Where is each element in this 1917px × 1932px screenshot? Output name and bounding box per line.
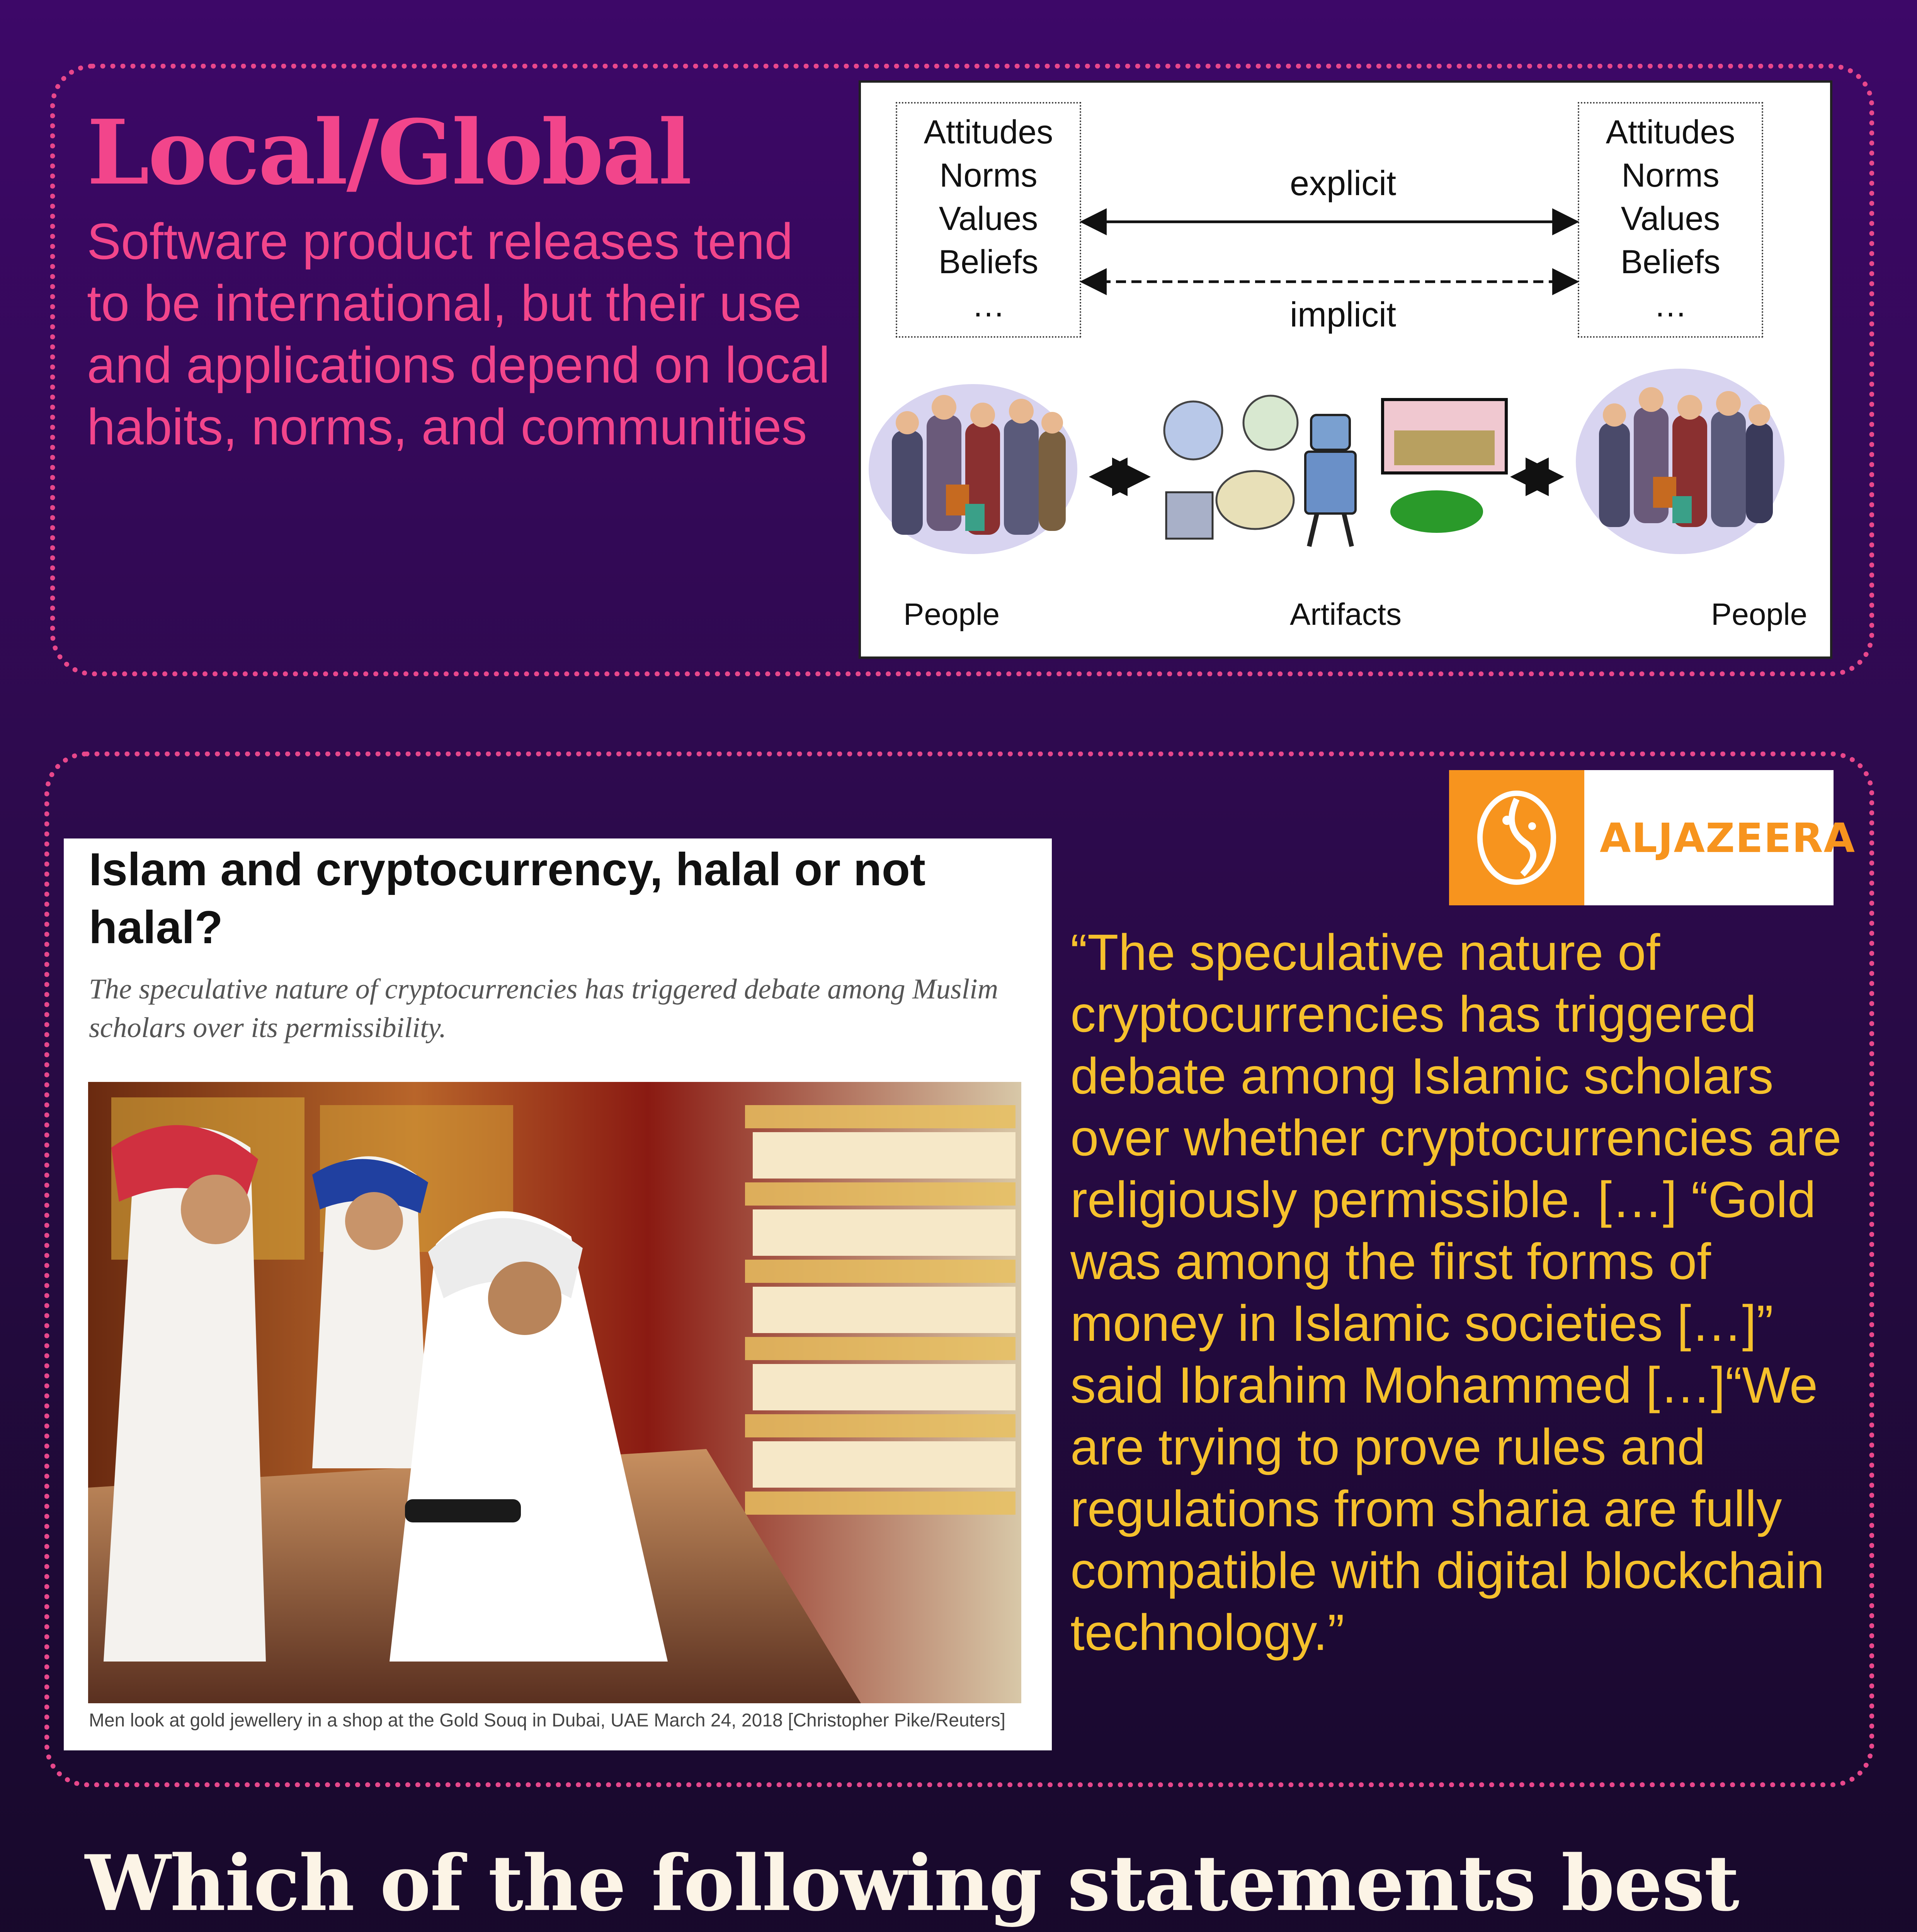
gold-souq-photo [88,1082,1021,1703]
section-intro: Software product releases tend to be international, but their use and applications depend on local habits, norms, and communities [87,213,830,455]
box-line: Beliefs [938,243,1039,281]
artifacts-icon [1164,396,1506,546]
box-line: Values [939,200,1038,237]
article-subtitle: The speculative nature of cryptocurrencies has triggered debate among Muslim scholars over its permissibility. [89,973,998,1044]
aljazeera-emblem-icon [1449,770,1584,905]
left-people-label: People [903,597,1000,631]
box-line: … [972,287,1005,324]
people-group-icon [869,384,1077,554]
question-heading: Which of the following statements best [85,1838,1739,1928]
article-quote: “The speculative nature of cryptocurrencies has triggered debate among Islamic scholars over whether cryptocurrencies are religiously permissible. […] “Gold was among the first forms of money in Islamic societies […]” said Ibrahim Mohammed […]“We are trying to prove rules and regulations from sharia are fully compatible with digital blockchain technology.” [1070,924,1842,1661]
aljazeera-logo [1449,770,1856,905]
diagram-graphics [861,83,1830,656]
box-line: Attitudes [924,114,1053,151]
box-line: Norms [1621,157,1720,194]
aljazeera-wordmark: ALJAZEERA [1600,815,1856,862]
box-line: … [1654,287,1687,324]
box-line: Norms [939,157,1038,194]
photo-caption: Men look at gold jewellery in a shop at the Gold Souq in Dubai, UAE March 24, 2018 [Christopher Pike/Reuters] [89,1710,1005,1731]
box-line: Values [1621,200,1720,237]
section-title: Local/Global [87,100,691,205]
implicit-label: implicit [1290,296,1397,334]
right-people-label: People [1711,597,1808,631]
box-line: Attitudes [1606,114,1735,151]
explicit-label: explicit [1290,164,1397,203]
article-title: Islam and cryptocurrency, halal or not halal? [89,844,926,953]
people-group-icon [1576,369,1784,554]
box-line: Beliefs [1620,243,1721,281]
artifacts-label: Artifacts [1290,597,1402,631]
culture-diagram [859,80,1832,659]
article-photo [88,1082,1021,1703]
